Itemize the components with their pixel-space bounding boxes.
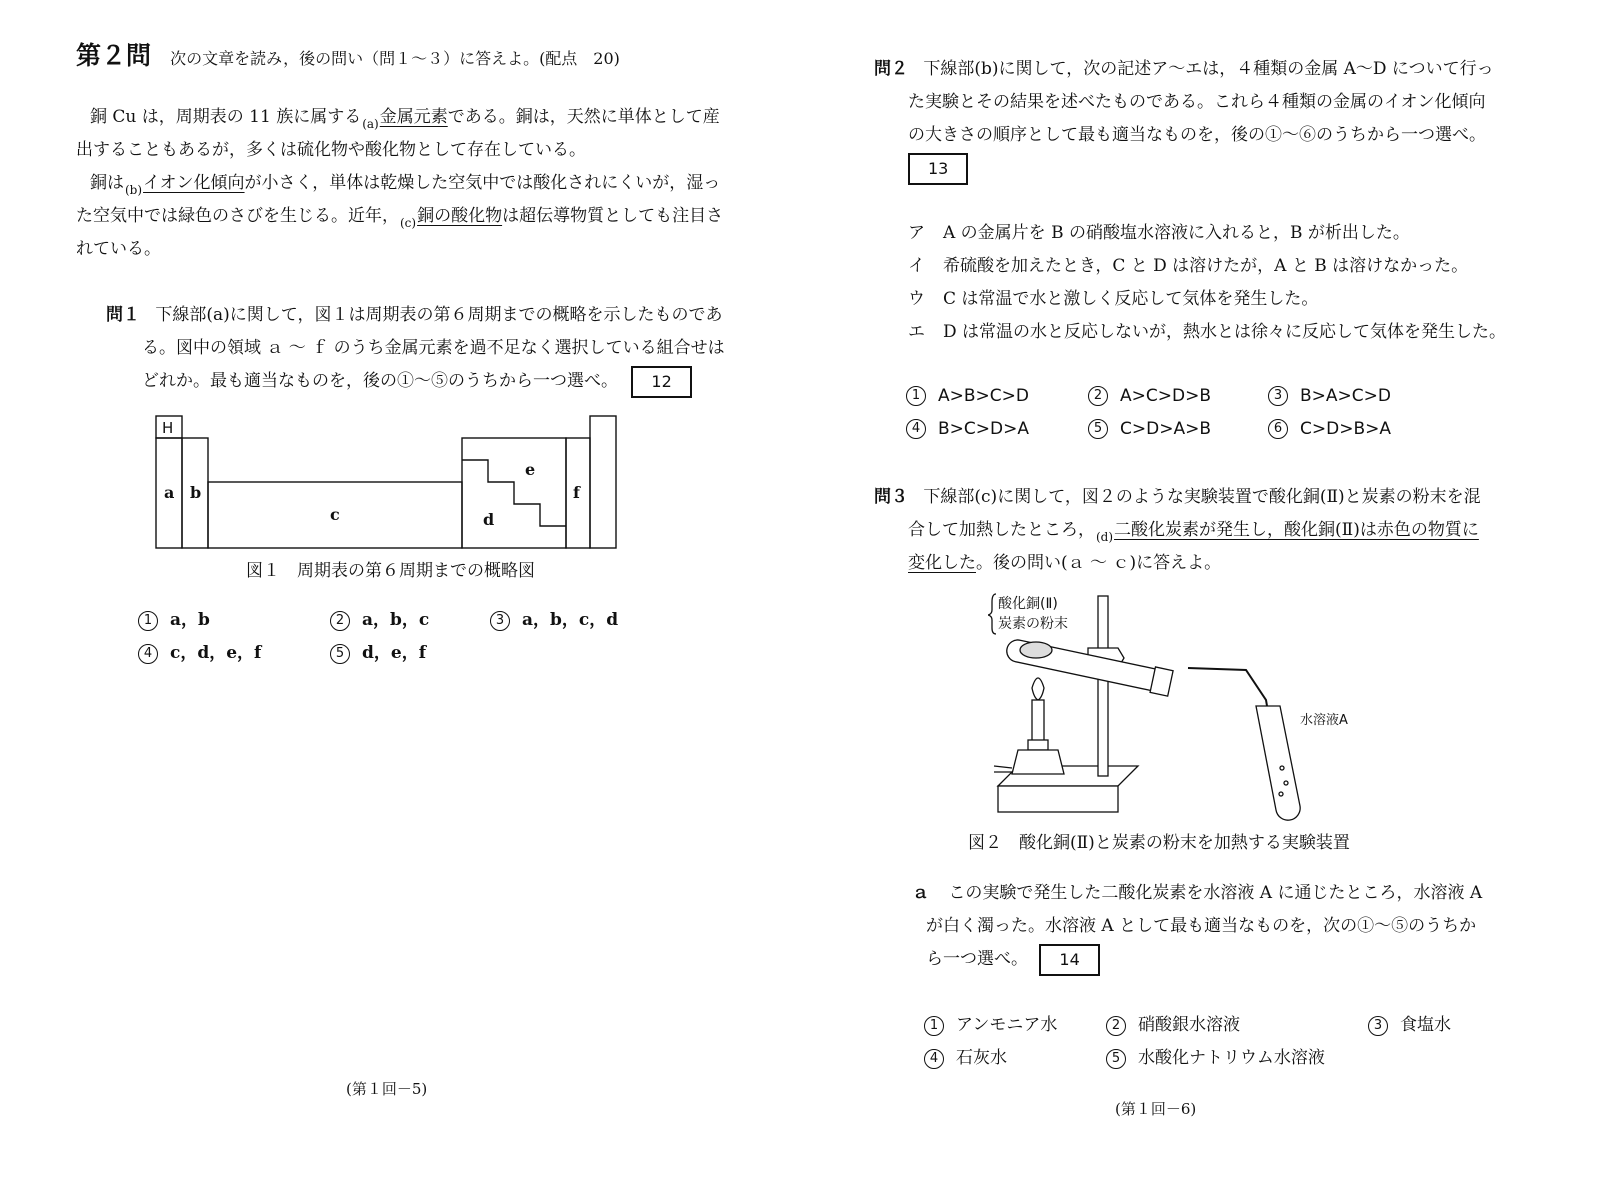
label-e: e [525,460,536,479]
statement-a: ア A の金属片を B の硝酸塩水溶液に入れると，B が析出した。 [908,223,1410,243]
burner-base [1012,750,1064,774]
burner-collar [1028,740,1048,750]
underline-b: イオン化傾向 [143,173,245,193]
q3-line-1: 問３ 下線部(c)に関して，図２のような実験装置で酸化銅(Ⅱ)と炭素の粉末を混 [874,487,1481,507]
label-a: a [164,483,175,502]
staircase-line [462,460,566,526]
q2-option-2[interactable]: 2 A>C>D>B [1088,386,1211,406]
statement-i: イ 希硫酸を加えたとき，C と D は溶けたが，A と B は溶けなかった。 [908,256,1469,276]
apparatus-figure [988,588,1368,823]
underline-c: 銅の酸化物 [417,206,503,226]
periodic-table-figure [150,410,630,555]
gas-hose [994,766,1012,772]
q1-line-3: どれか。最も適当なものを，後の①～⑤のうちから一つ選べ。 12 [142,364,692,398]
q1-line-2: る。図中の領域 ａ ～ ｆ のうち金属元素を過不足なく選択している組合せは [142,338,725,358]
intro-line-5: れている。 [76,239,161,259]
stand-base-front [998,786,1118,812]
q2-line-2: た実験とその結果を述べたものである。これら４種類の金属のイオン化傾向 [908,92,1486,112]
intro-line-2: 出することもあるが，多くは硫化物や酸化物として存在している。 [76,140,586,160]
intro-line-3: 銅は$_{(b)}$イオン化傾向が小さく，単体は乾燥した空気中では酸化されにくいが，湿っ [90,173,721,197]
label-solution-a: 水溶液A [1300,713,1348,728]
q3-line-3: 変化した。後の問い(ａ ～ ｃ)に答えよ。 [908,553,1222,573]
section-header [76,36,620,72]
label-carbon-powder: 炭素の粉末 [998,616,1068,632]
q3-label: 問３ [874,487,908,507]
qa-line-1: ａ この実験で発生した二酸化炭素を水溶液 A に通じたところ，水溶液 A [912,883,1483,903]
q2-option-4[interactable]: 4 B>C>D>A [906,419,1029,439]
left-page [0,0,808,1193]
flame [1032,678,1044,700]
q1-option-3[interactable]: 3 a，b，c，d [490,605,618,631]
qa-line-3: ら一つ選べ。 14 [926,942,1100,976]
receiving-tube [1256,706,1300,820]
statement-e: エ D は常温の水と反応しないが，熱水とは徐々に反応して気体を発生した。 [908,322,1507,342]
qa-label: ａ [912,883,929,903]
intro-line-4: た空気中では緑色のさびを生じる。近年，$_{(c)}$銅の酸化物は超伝導物質としても注目さ [76,206,724,230]
q2-line-3: の大きさの順序として最も適当なものを，後の①～⑥のうちから一つ選べ。 [908,125,1486,145]
underline-a: 金属元素 [379,107,448,127]
page-number-left: (第１回－5) [346,1080,428,1098]
q1-option-5[interactable]: 5 d，e，f [330,638,426,664]
intro-line-1: 銅 Cu は，周期表の 11 族に属する$_{(a)}$金属元素である。銅は，天然に単体として産 [90,107,720,131]
underline-d: 二酸化炭素が発生し，酸化銅(Ⅱ)は赤色の物質に [1114,520,1479,540]
region-f-right [590,416,616,548]
q1-option-2[interactable]: 2 a，b，c [330,605,429,631]
fig1-caption: 図１ 周期表の第６周期までの概略図 [246,561,535,581]
qa-option-2[interactable]: 2 硝酸銀水溶液 [1106,1010,1240,1036]
q3-line-2: 合して加熱したところ，$_{(d)}$二酸化炭素が発生し，酸化銅(Ⅱ)は赤色の物質に [908,520,1479,544]
label-c: c [330,505,340,524]
qa-line-2: が白く濁った。水溶液 A として最も適当なものを，次の①～⑤のうちか [926,916,1477,936]
right-page [808,0,1617,1193]
label-brace [988,594,996,634]
answer-box-12[interactable]: 12 [631,366,691,398]
qa-option-4[interactable]: 4 石灰水 [924,1043,1007,1069]
qa-option-3[interactable]: 3 食塩水 [1368,1010,1451,1036]
label-b: b [190,483,202,502]
qa-option-1[interactable]: 1 アンモニア水 [924,1010,1057,1036]
q1-label: 問１ [106,305,140,325]
label-f: f [573,483,580,502]
q1-line-1: 問１ 下線部(a)に関して，図１は周期表の第６周期までの概略を示したものであ [106,305,723,325]
qa-option-5[interactable]: 5 水酸化ナトリウム水溶液 [1106,1043,1325,1069]
q1-option-4[interactable]: 4 c，d，e，f [138,638,261,664]
q2-option-3[interactable]: 3 B>A>C>D [1268,386,1391,406]
answer-box-14[interactable]: 14 [1039,944,1099,976]
label-d: d [483,510,495,529]
q2-option-5[interactable]: 5 C>D>A>B [1088,419,1211,439]
section-instruction: 次の文章を読み，後の問い（問１～３）に答えよ。(配点 20) [170,49,620,68]
q1-option-1[interactable]: 1 a，b [138,605,210,631]
answer-box-13[interactable]: 13 [908,153,968,185]
statement-u: ウ C は常温で水と激しく反応して気体を発生した。 [908,289,1319,309]
q2-line-1: 問２ 下線部(b)に関して，次の記述ア～エは，４種類の金属 A～D について行っ [874,59,1494,79]
q2-option-6[interactable]: 6 C>D>B>A [1268,419,1391,439]
label-copper-oxide: 酸化銅(Ⅱ) [998,596,1058,612]
q2-option-1[interactable]: 1 A>B>C>D [906,386,1029,406]
cell-h-label: H [162,419,174,437]
powder [1020,642,1052,658]
section-title: 第２問 [76,41,152,70]
q2-label: 問２ [874,59,908,79]
page-number-right: (第１回－6) [1115,1100,1197,1118]
stand-rod [1098,596,1108,776]
fig2-caption: 図２ 酸化銅(Ⅱ)と炭素の粉末を加熱する実験装置 [968,833,1350,853]
